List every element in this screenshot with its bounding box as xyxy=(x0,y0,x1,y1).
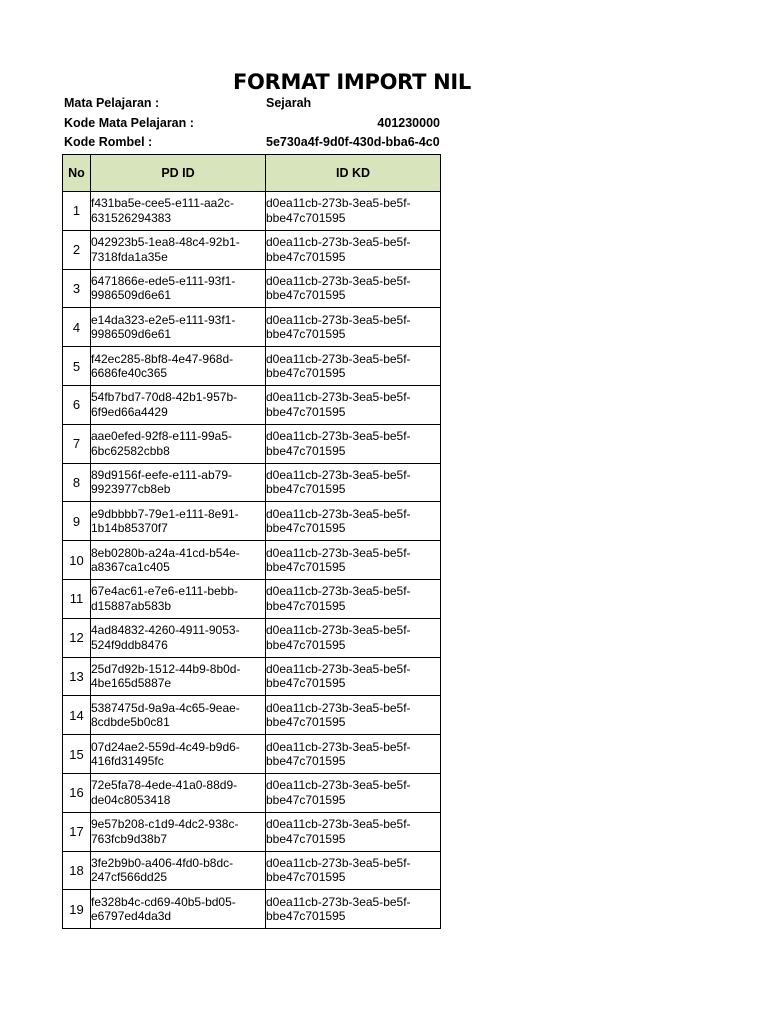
table-row xyxy=(63,851,441,890)
meta-row-subject xyxy=(64,96,440,116)
cell-pd-id xyxy=(91,385,266,424)
cell-id-kd xyxy=(266,347,441,386)
cell-text-line: bbe47c701595 xyxy=(266,482,346,497)
page-title: FORMAT IMPORT NIL xyxy=(233,70,472,94)
cell-no: 1 xyxy=(63,192,91,231)
cell-no: 10 xyxy=(63,541,91,580)
cell-no: 3 xyxy=(63,269,91,308)
cell-text-line: aae0efed-92f8-e111-99a5- xyxy=(91,429,232,444)
cell-text-line: d0ea11cb-273b-3ea5-be5f- xyxy=(266,196,411,211)
cell-text-line: 7318fda1a35e xyxy=(91,249,168,264)
table-row xyxy=(63,424,441,463)
table-row xyxy=(63,541,441,580)
cell-text-line: d0ea11cb-273b-3ea5-be5f- xyxy=(266,273,411,288)
table-row xyxy=(63,773,441,812)
table-row xyxy=(63,657,441,696)
cell-text-line: bbe47c701595 xyxy=(266,870,346,885)
cell-no: 4 xyxy=(63,308,91,347)
cell-text-line: 763fcb9d38b7 xyxy=(91,831,168,846)
cell-id-kd xyxy=(266,851,441,890)
cell-no: 8 xyxy=(63,463,91,502)
cell-id-kd xyxy=(266,773,441,812)
table-row xyxy=(63,230,441,269)
cell-text-line: bbe47c701595 xyxy=(266,792,346,807)
cell-text-line: 25d7d92b-1512-44b9-8b0d- xyxy=(91,661,241,676)
cell-id-kd xyxy=(266,269,441,308)
meta-label: Mata Pelajaran : xyxy=(64,96,160,110)
table-row xyxy=(63,463,441,502)
cell-pd-id xyxy=(91,502,266,541)
cell-no: 14 xyxy=(63,696,91,735)
table-row xyxy=(63,890,441,929)
cell-text-line: bbe47c701595 xyxy=(266,598,346,613)
grade-import-table xyxy=(62,154,441,929)
cell-text-line: d0ea11cb-273b-3ea5-be5f- xyxy=(266,506,411,521)
cell-text-line: d0ea11cb-273b-3ea5-be5f- xyxy=(266,700,411,715)
cell-pd-id xyxy=(91,230,266,269)
cell-text-line: bbe47c701595 xyxy=(266,210,346,225)
cell-id-kd xyxy=(266,385,441,424)
cell-no: 15 xyxy=(63,735,91,774)
table-row xyxy=(63,192,441,231)
cell-id-kd xyxy=(266,192,441,231)
cell-text-line: 042923b5-1ea8-48c4-92b1- xyxy=(91,235,240,250)
table-row xyxy=(63,347,441,386)
table-row xyxy=(63,812,441,851)
cell-text-line: 6f9ed66a4429 xyxy=(91,404,168,419)
cell-text-line: bbe47c701595 xyxy=(266,366,346,381)
cell-text-line: bbe47c701595 xyxy=(266,521,346,536)
cell-text-line: 67e4ac61-e7e6-e111-bebb- xyxy=(91,584,239,599)
cell-text-line: 89d9156f-eefe-e111-ab79- xyxy=(91,467,232,482)
cell-text-line: 6686fe40c365 xyxy=(91,366,168,381)
cell-text-line: 9986509d6e61 xyxy=(91,327,172,342)
table-body xyxy=(63,192,441,929)
cell-id-kd xyxy=(266,579,441,618)
cell-no: 18 xyxy=(63,851,91,890)
cell-no: 9 xyxy=(63,502,91,541)
cell-no: 5 xyxy=(63,347,91,386)
table-header-row xyxy=(63,155,441,192)
meta-label: Kode Mata Pelajaran : xyxy=(64,116,194,130)
cell-pd-id xyxy=(91,424,266,463)
cell-pd-id xyxy=(91,347,266,386)
cell-text-line: bbe47c701595 xyxy=(266,754,346,769)
cell-text-line: bbe47c701595 xyxy=(266,443,346,458)
cell-text-line: bbe47c701595 xyxy=(266,404,346,419)
cell-text-line: de04c8053418 xyxy=(91,792,171,807)
meta-row-rombel-code xyxy=(64,135,440,155)
cell-text-line: 72e5fa78-4ede-41a0-88d9- xyxy=(91,778,238,793)
meta-value: Sejarah xyxy=(266,96,312,110)
table-row xyxy=(63,579,441,618)
cell-no: 17 xyxy=(63,812,91,851)
header-no: No xyxy=(63,155,91,192)
cell-text-line: bbe47c701595 xyxy=(266,831,346,846)
cell-text-line: 9923977cb8eb xyxy=(91,482,171,497)
cell-no: 19 xyxy=(63,890,91,929)
cell-no: 11 xyxy=(63,579,91,618)
cell-text-line: d0ea11cb-273b-3ea5-be5f- xyxy=(266,545,411,560)
cell-text-line: d0ea11cb-273b-3ea5-be5f- xyxy=(266,429,411,444)
cell-text-line: d0ea11cb-273b-3ea5-be5f- xyxy=(266,894,411,909)
meta-value: 401230000 xyxy=(377,116,440,130)
cell-text-line: a8367ca1c405 xyxy=(91,560,170,575)
cell-no: 16 xyxy=(63,773,91,812)
cell-text-line: d0ea11cb-273b-3ea5-be5f- xyxy=(266,351,411,366)
cell-pd-id xyxy=(91,735,266,774)
cell-no: 7 xyxy=(63,424,91,463)
cell-id-kd xyxy=(266,735,441,774)
cell-text-line: 3fe2b9b0-a406-4fd0-b8dc- xyxy=(91,855,234,870)
table-row xyxy=(63,385,441,424)
cell-text-line: f431ba5e-cee5-e111-aa2c- xyxy=(91,196,234,211)
cell-text-line: e9dbbbb7-79e1-e111-8e91- xyxy=(91,506,239,521)
cell-text-line: e14da323-e2e5-e111-93f1- xyxy=(91,312,236,327)
cell-text-line: 07d24ae2-559d-4c49-b9d6- xyxy=(91,739,240,754)
cell-text-line: bbe47c701595 xyxy=(266,715,346,730)
header-id-kd: ID KD xyxy=(266,155,441,192)
cell-id-kd xyxy=(266,657,441,696)
cell-text-line: 4ad84832-4260-4911-9053- xyxy=(91,623,240,638)
cell-text-line: 1b14b85370f7 xyxy=(91,521,168,536)
cell-text-line: d0ea11cb-273b-3ea5-be5f- xyxy=(266,623,411,638)
cell-text-line: d15887ab583b xyxy=(91,598,172,613)
cell-pd-id xyxy=(91,851,266,890)
cell-pd-id xyxy=(91,269,266,308)
cell-text-line: 524f9ddb8476 xyxy=(91,637,168,652)
cell-id-kd xyxy=(266,618,441,657)
cell-pd-id xyxy=(91,773,266,812)
cell-no: 13 xyxy=(63,657,91,696)
cell-no: 2 xyxy=(63,230,91,269)
cell-pd-id xyxy=(91,618,266,657)
meta-value: 5e730a4f-9d0f-430d-bba6-4c0 xyxy=(266,135,440,149)
cell-text-line: 416fd31495fc xyxy=(91,754,164,769)
cell-pd-id xyxy=(91,579,266,618)
cell-text-line: fe328b4c-cd69-40b5-bd05- xyxy=(91,894,236,909)
cell-text-line: d0ea11cb-273b-3ea5-be5f- xyxy=(266,739,411,754)
cell-id-kd xyxy=(266,230,441,269)
cell-no: 6 xyxy=(63,385,91,424)
cell-text-line: 6bc62582cbb8 xyxy=(91,443,170,458)
cell-text-line: 8eb0280b-a24a-41cd-b54e- xyxy=(91,545,240,560)
cell-pd-id xyxy=(91,696,266,735)
cell-text-line: bbe47c701595 xyxy=(266,249,346,264)
cell-text-line: d0ea11cb-273b-3ea5-be5f- xyxy=(266,778,411,793)
cell-text-line: f42ec285-8bf8-4e47-968d- xyxy=(91,351,234,366)
cell-text-line: 6471866e-ede5-e111-93f1- xyxy=(91,273,236,288)
table-row xyxy=(63,735,441,774)
cell-text-line: bbe47c701595 xyxy=(266,560,346,575)
cell-pd-id xyxy=(91,890,266,929)
cell-text-line: d0ea11cb-273b-3ea5-be5f- xyxy=(266,467,411,482)
cell-text-line: bbe47c701595 xyxy=(266,288,346,303)
cell-id-kd xyxy=(266,812,441,851)
cell-text-line: 9986509d6e61 xyxy=(91,288,172,303)
cell-id-kd xyxy=(266,424,441,463)
cell-id-kd xyxy=(266,890,441,929)
cell-id-kd xyxy=(266,502,441,541)
cell-text-line: e6797ed4da3d xyxy=(91,909,172,924)
cell-pd-id xyxy=(91,657,266,696)
cell-text-line: 5387475d-9a9a-4c65-9eae- xyxy=(91,700,240,715)
cell-id-kd xyxy=(266,541,441,580)
cell-text-line: d0ea11cb-273b-3ea5-be5f- xyxy=(266,855,411,870)
cell-pd-id xyxy=(91,463,266,502)
cell-id-kd xyxy=(266,696,441,735)
cell-text-line: bbe47c701595 xyxy=(266,327,346,342)
cell-text-line: 4be165d5887e xyxy=(91,676,172,691)
cell-text-line: d0ea11cb-273b-3ea5-be5f- xyxy=(266,235,411,250)
table-row xyxy=(63,618,441,657)
cell-text-line: 8cdbde5b0c81 xyxy=(91,715,170,730)
cell-text-line: d0ea11cb-273b-3ea5-be5f- xyxy=(266,661,411,676)
cell-text-line: 9e57b208-c1d9-4dc2-938c- xyxy=(91,817,239,832)
table-row xyxy=(63,269,441,308)
meta-label: Kode Rombel : xyxy=(64,135,153,149)
cell-text-line: d0ea11cb-273b-3ea5-be5f- xyxy=(266,312,411,327)
cell-text-line: 247cf566dd25 xyxy=(91,870,168,885)
cell-text-line: d0ea11cb-273b-3ea5-be5f- xyxy=(266,390,411,405)
table-row xyxy=(63,696,441,735)
cell-text-line: bbe47c701595 xyxy=(266,676,346,691)
cell-pd-id xyxy=(91,541,266,580)
cell-text-line: bbe47c701595 xyxy=(266,909,346,924)
cell-pd-id xyxy=(91,308,266,347)
table-row xyxy=(63,308,441,347)
cell-pd-id xyxy=(91,192,266,231)
cell-text-line: d0ea11cb-273b-3ea5-be5f- xyxy=(266,817,411,832)
cell-id-kd xyxy=(266,463,441,502)
cell-text-line: d0ea11cb-273b-3ea5-be5f- xyxy=(266,584,411,599)
meta-row-subject-code xyxy=(64,116,440,136)
cell-no: 12 xyxy=(63,618,91,657)
cell-text-line: 54fb7bd7-70d8-42b1-957b- xyxy=(91,390,238,405)
cell-pd-id xyxy=(91,812,266,851)
cell-text-line: bbe47c701595 xyxy=(266,637,346,652)
header-pd-id: PD ID xyxy=(91,155,266,192)
cell-text-line: 631526294383 xyxy=(91,210,172,225)
table-row xyxy=(63,502,441,541)
cell-id-kd xyxy=(266,308,441,347)
